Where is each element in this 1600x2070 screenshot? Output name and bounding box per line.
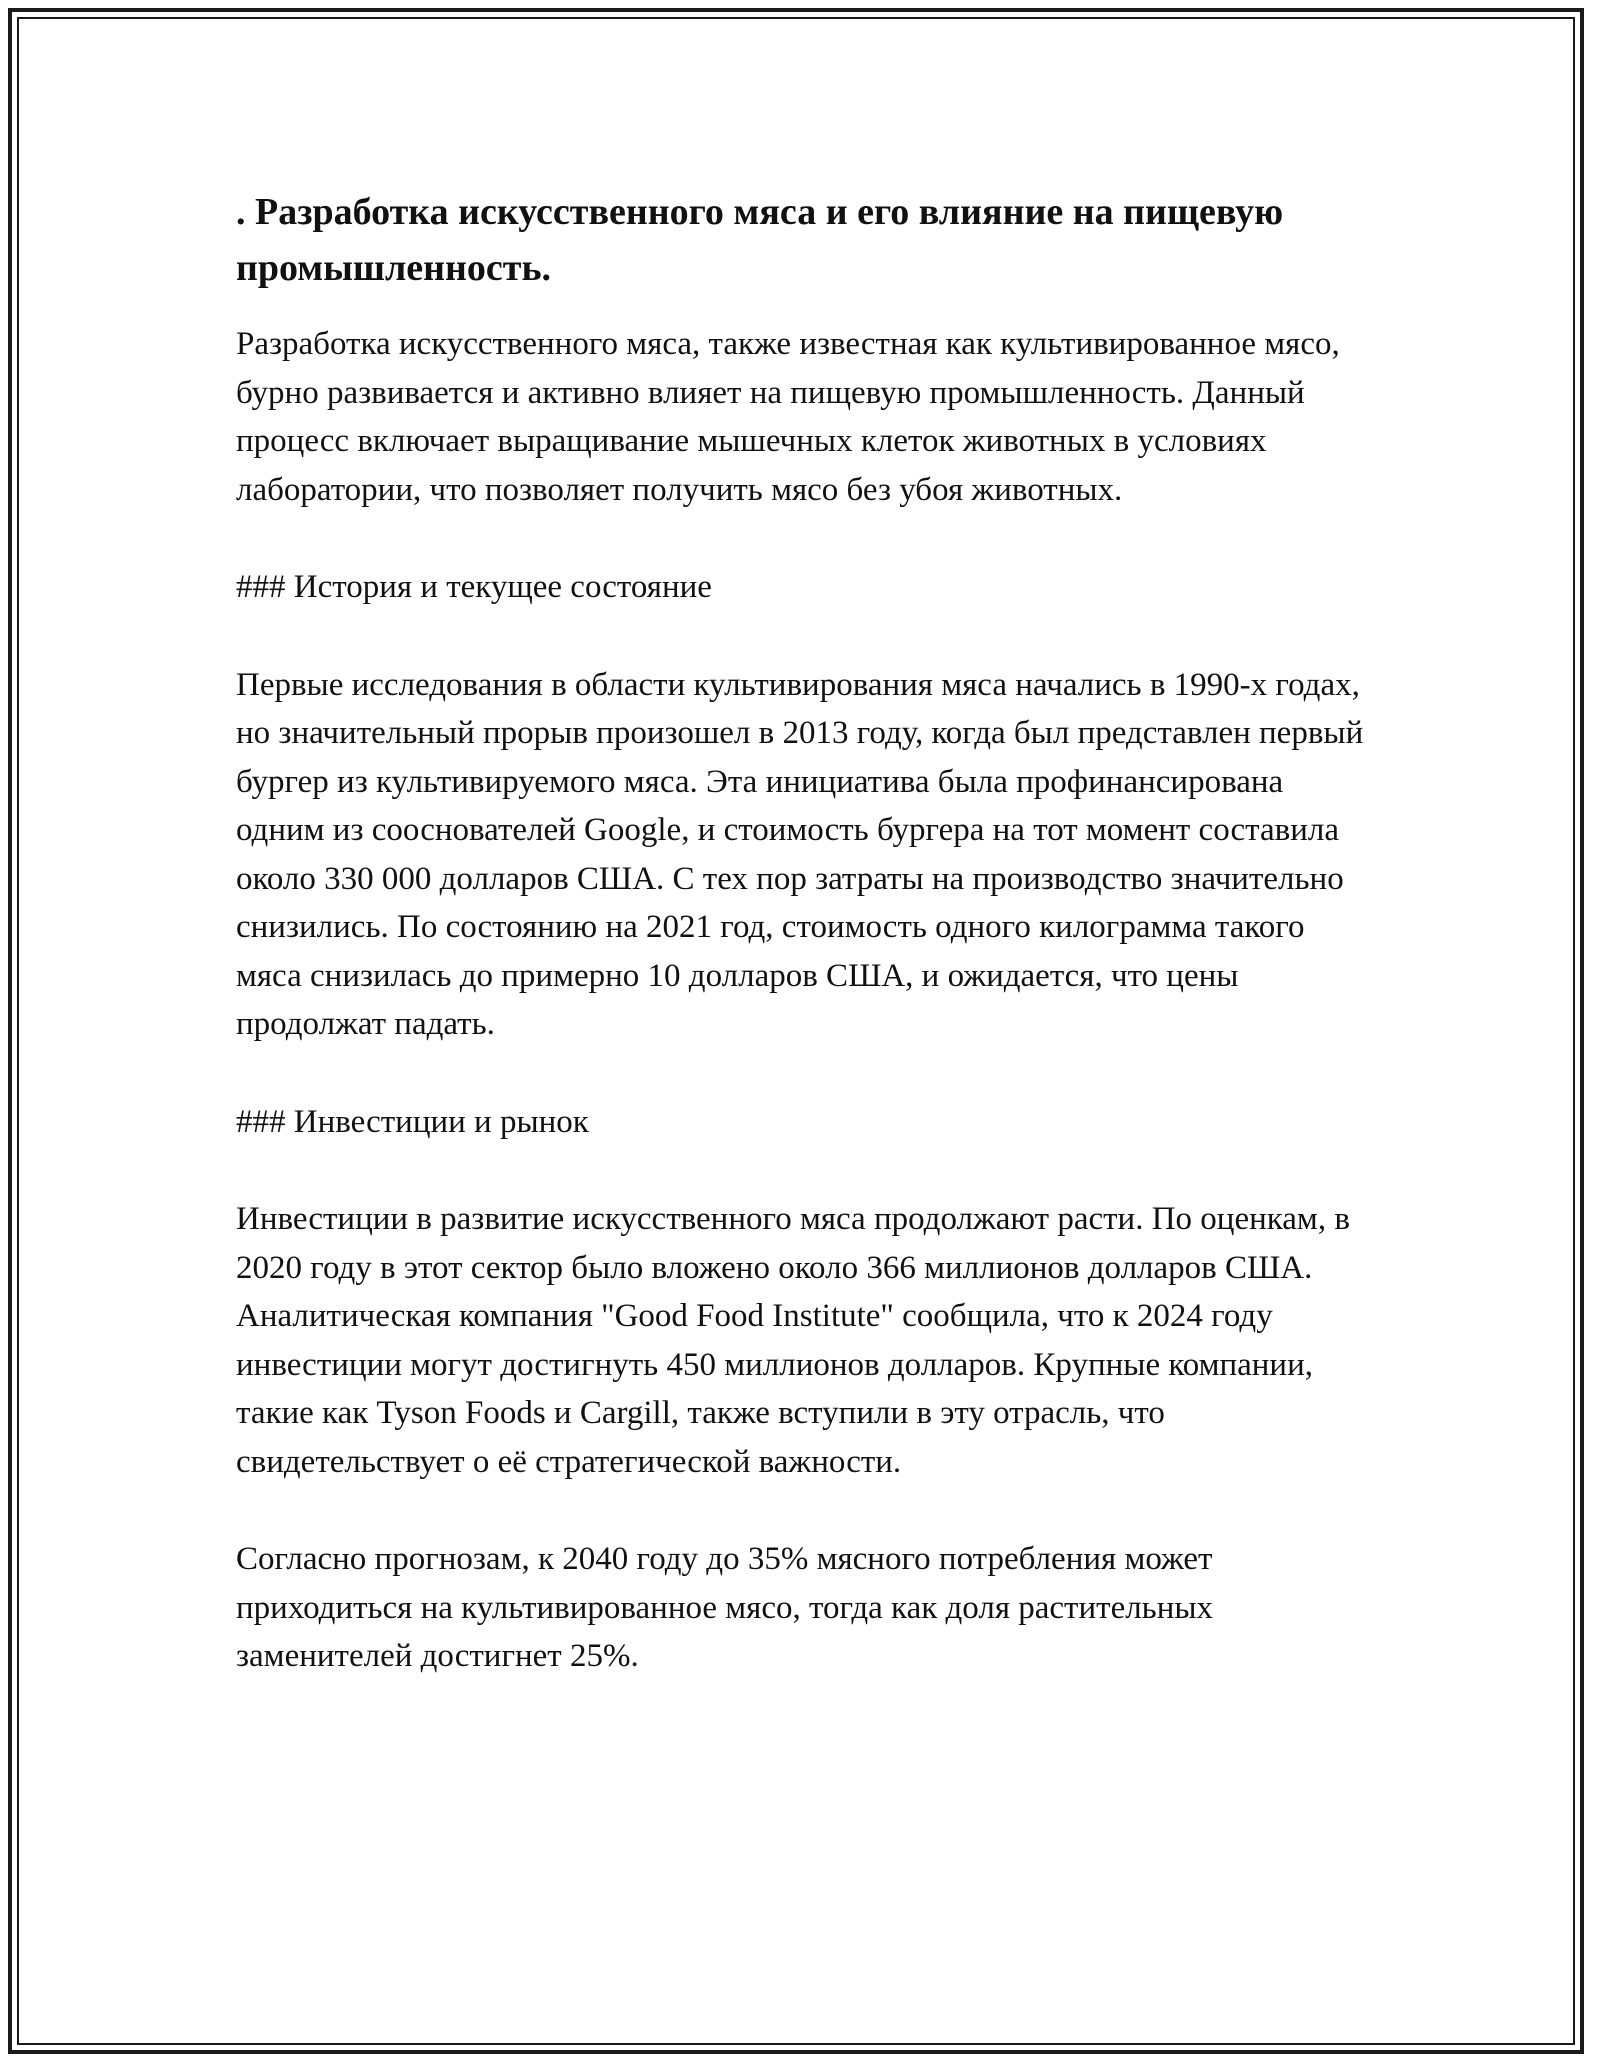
intro-paragraph: Разработка искусственного мяса, также известная как культивированное мясо, бурно развивается и активно влияет на пищевую промышленность. Данный процесс включает выращивание мышечных клеток животных в условиях лаборатории, что позволяет получить мясо без убоя животных. bbox=[236, 326, 1340, 508]
section-heading-history: ### История и текущее состояние bbox=[236, 569, 712, 605]
section-heading-investments: ### Инвестиции и рынок bbox=[236, 1103, 589, 1140]
document-body bbox=[236, 184, 1376, 1730]
document-title: . Разработка искусственного мяса и его влияние на пищевую промышленность. bbox=[236, 191, 1284, 289]
investments-paragraph: Инвестиции в развитие искусственного мяса продолжают расти. По оценкам, в 2020 году в этот сектор было вложено около 366 миллионов долларов США. Аналитическая компания "Good Food Institute" сообщила, что к 2024 году инвестиции могут достигнуть 450 миллионов долларов. Крупные компании, такие как Tyson Foods и Cargill, также вступили в эту отрасль, что свидетельствует о её стратегической важности. bbox=[236, 1201, 1350, 1480]
history-paragraph: Первые исследования в области культивирования мяса начались в 1990-х годах, но значительный прорыв произошел в 2013 году, когда был представлен первый бургер из культивируемого мяса. Эта инициатива была профинансирована одним из сооснователей Google, и стоимость бургера на тот момент составила около 330 000 долларов США. С тех пор затраты на производство значительно снизились. По состоянию на 2021 год, стоимость одного килограмма такого мяса снизилась до примерно 10 долларов США, и ожидается, что цены продолжат падать. bbox=[236, 666, 1364, 1042]
forecast-paragraph: Согласно прогнозам, к 2040 году до 35% мясного потребления может приходиться на культивированное мясо, тогда как доля растительных заменителей достигнет 25%. bbox=[236, 1541, 1214, 1674]
